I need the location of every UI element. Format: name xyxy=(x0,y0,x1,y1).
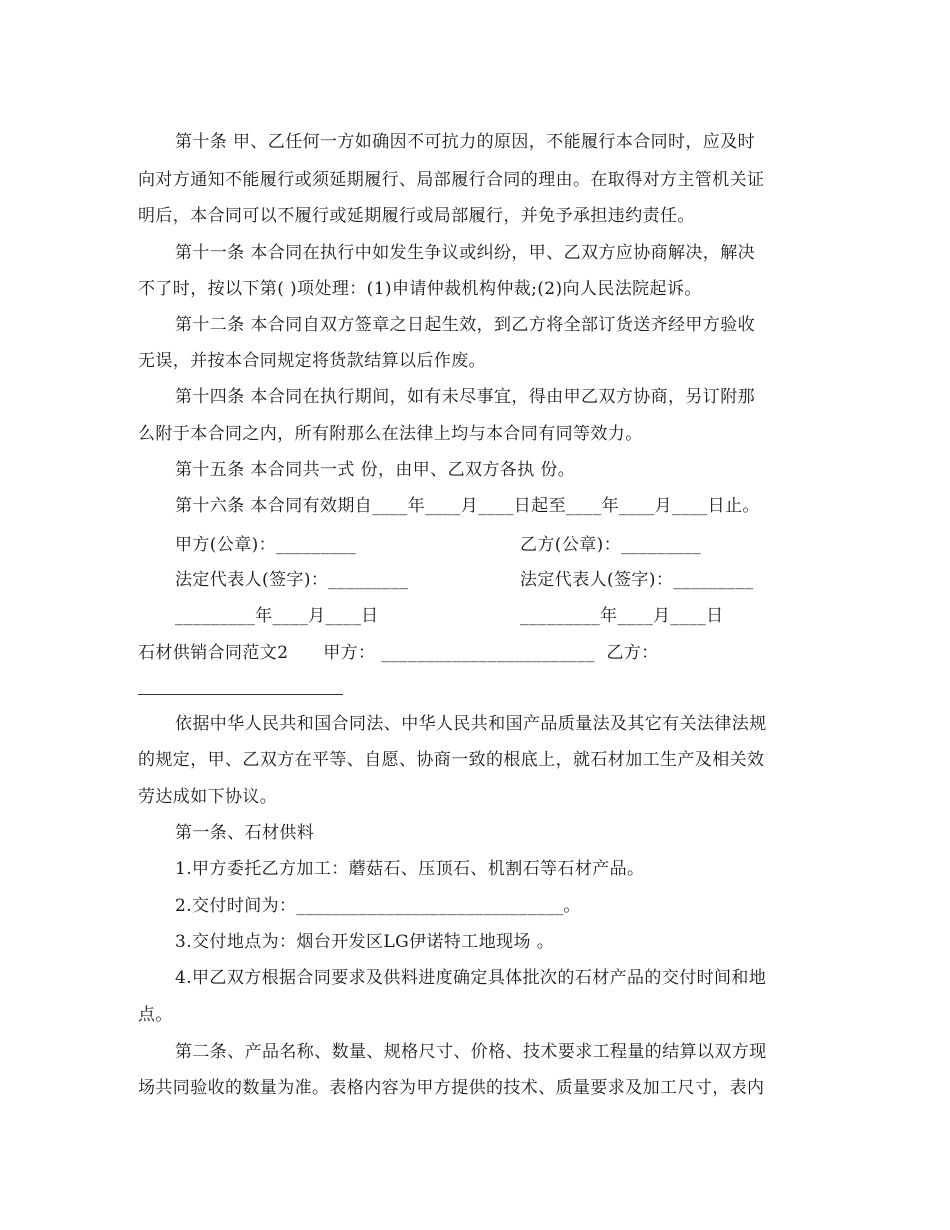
c2-item-4-line-2: 点。 xyxy=(138,1005,173,1025)
art14-line-1: 第十四条 本合同在执行期间，如有未尽事宜，得由甲乙双方协商，另订附那 xyxy=(175,387,756,407)
art10-line-1: 第十条 甲、乙任何一方如确因不可抗力的原因，不能履行本合同时，应及时 xyxy=(175,132,756,152)
preamble-line-2: 的规定，甲、乙双方在平等、自愿、协商一致的根底上，就石材加工生产及相关效 xyxy=(138,750,765,770)
art15-line: 第十五条 本合同共一式 份，由甲、乙双方各执 份。 xyxy=(175,460,576,480)
c2-art2-line-1: 第二条、产品名称、数量、规格尺寸、价格、技术要求工程量的结算以双方现 xyxy=(175,1042,767,1062)
art12-line-2: 无误，并按本合同规定将货款结算以后作废。 xyxy=(138,351,486,371)
preamble-line-1: 依据中华人民共和国合同法、中华人民共和国产品质量法及其它有关法律法规 xyxy=(175,714,767,734)
art10-line-3: 明后，本合同可以不履行或延期履行或局部履行，并免予承担违约责任。 xyxy=(138,206,695,226)
party-b-underline xyxy=(138,694,343,695)
c2-item-2: 2.交付时间为：______________________________。 xyxy=(175,896,581,916)
art16-line: 第十六条 本合同有效期自____年____月____日起至____年____月____日止。 xyxy=(175,496,760,516)
art10-line-2: 向对方通知不能履行或须延期履行、局部履行合同的理由。在取得对方主管机关证 xyxy=(138,170,765,190)
art11-line-2: 不了时，按以下第( )项处理：(1)申请仲裁机构仲裁;(2)向人民法院起诉。 xyxy=(138,279,702,299)
c2-art2-line-2: 场共同验收的数量为准。表格内容为甲方提供的技术、质量要求及加工尺寸，表内 xyxy=(138,1078,765,1098)
party-a-date: _________年____月____日 xyxy=(175,606,379,626)
contract2-header: 石材供销合同范文2 甲方： ________________________ 乙方： xyxy=(138,643,659,663)
preamble-line-3: 劳达成如下协议。 xyxy=(138,787,278,807)
art14-line-2: 么附于本合同之内，所有附那么在法律上均与本合同有同等效力。 xyxy=(138,424,643,444)
c2-item-4-line-1: 4.甲乙双方根据合同要求及供料进度确定具体批次的石材产品的交付时间和地 xyxy=(175,968,767,988)
c2-art1-title: 第一条、石材供料 xyxy=(175,823,315,843)
c2-item-1: 1.甲方委托乙方加工：蘑菇石、压顶石、机割石等石材产品。 xyxy=(175,859,645,879)
art11-line-1: 第十一条 本合同在执行中如发生争议或纠纷，甲、乙双方应协商解决，解决 xyxy=(175,243,756,263)
party-b-date: _________年____月____日 xyxy=(520,606,724,626)
art12-line-1: 第十二条 本合同自双方签章之日起生效，到乙方将全部订货送齐经甲方验收 xyxy=(175,315,756,335)
party-a-representative: 法定代表人(签字)：_________ xyxy=(175,570,409,590)
party-b-representative: 法定代表人(签字)：_________ xyxy=(520,570,754,590)
c2-item-3: 3.交付地点为：烟台开发区LG伊诺特工地现场 。 xyxy=(175,932,555,952)
party-a-seal: 甲方(公章)：_________ xyxy=(175,535,357,555)
party-b-seal: 乙方(公章)：_________ xyxy=(520,535,702,555)
